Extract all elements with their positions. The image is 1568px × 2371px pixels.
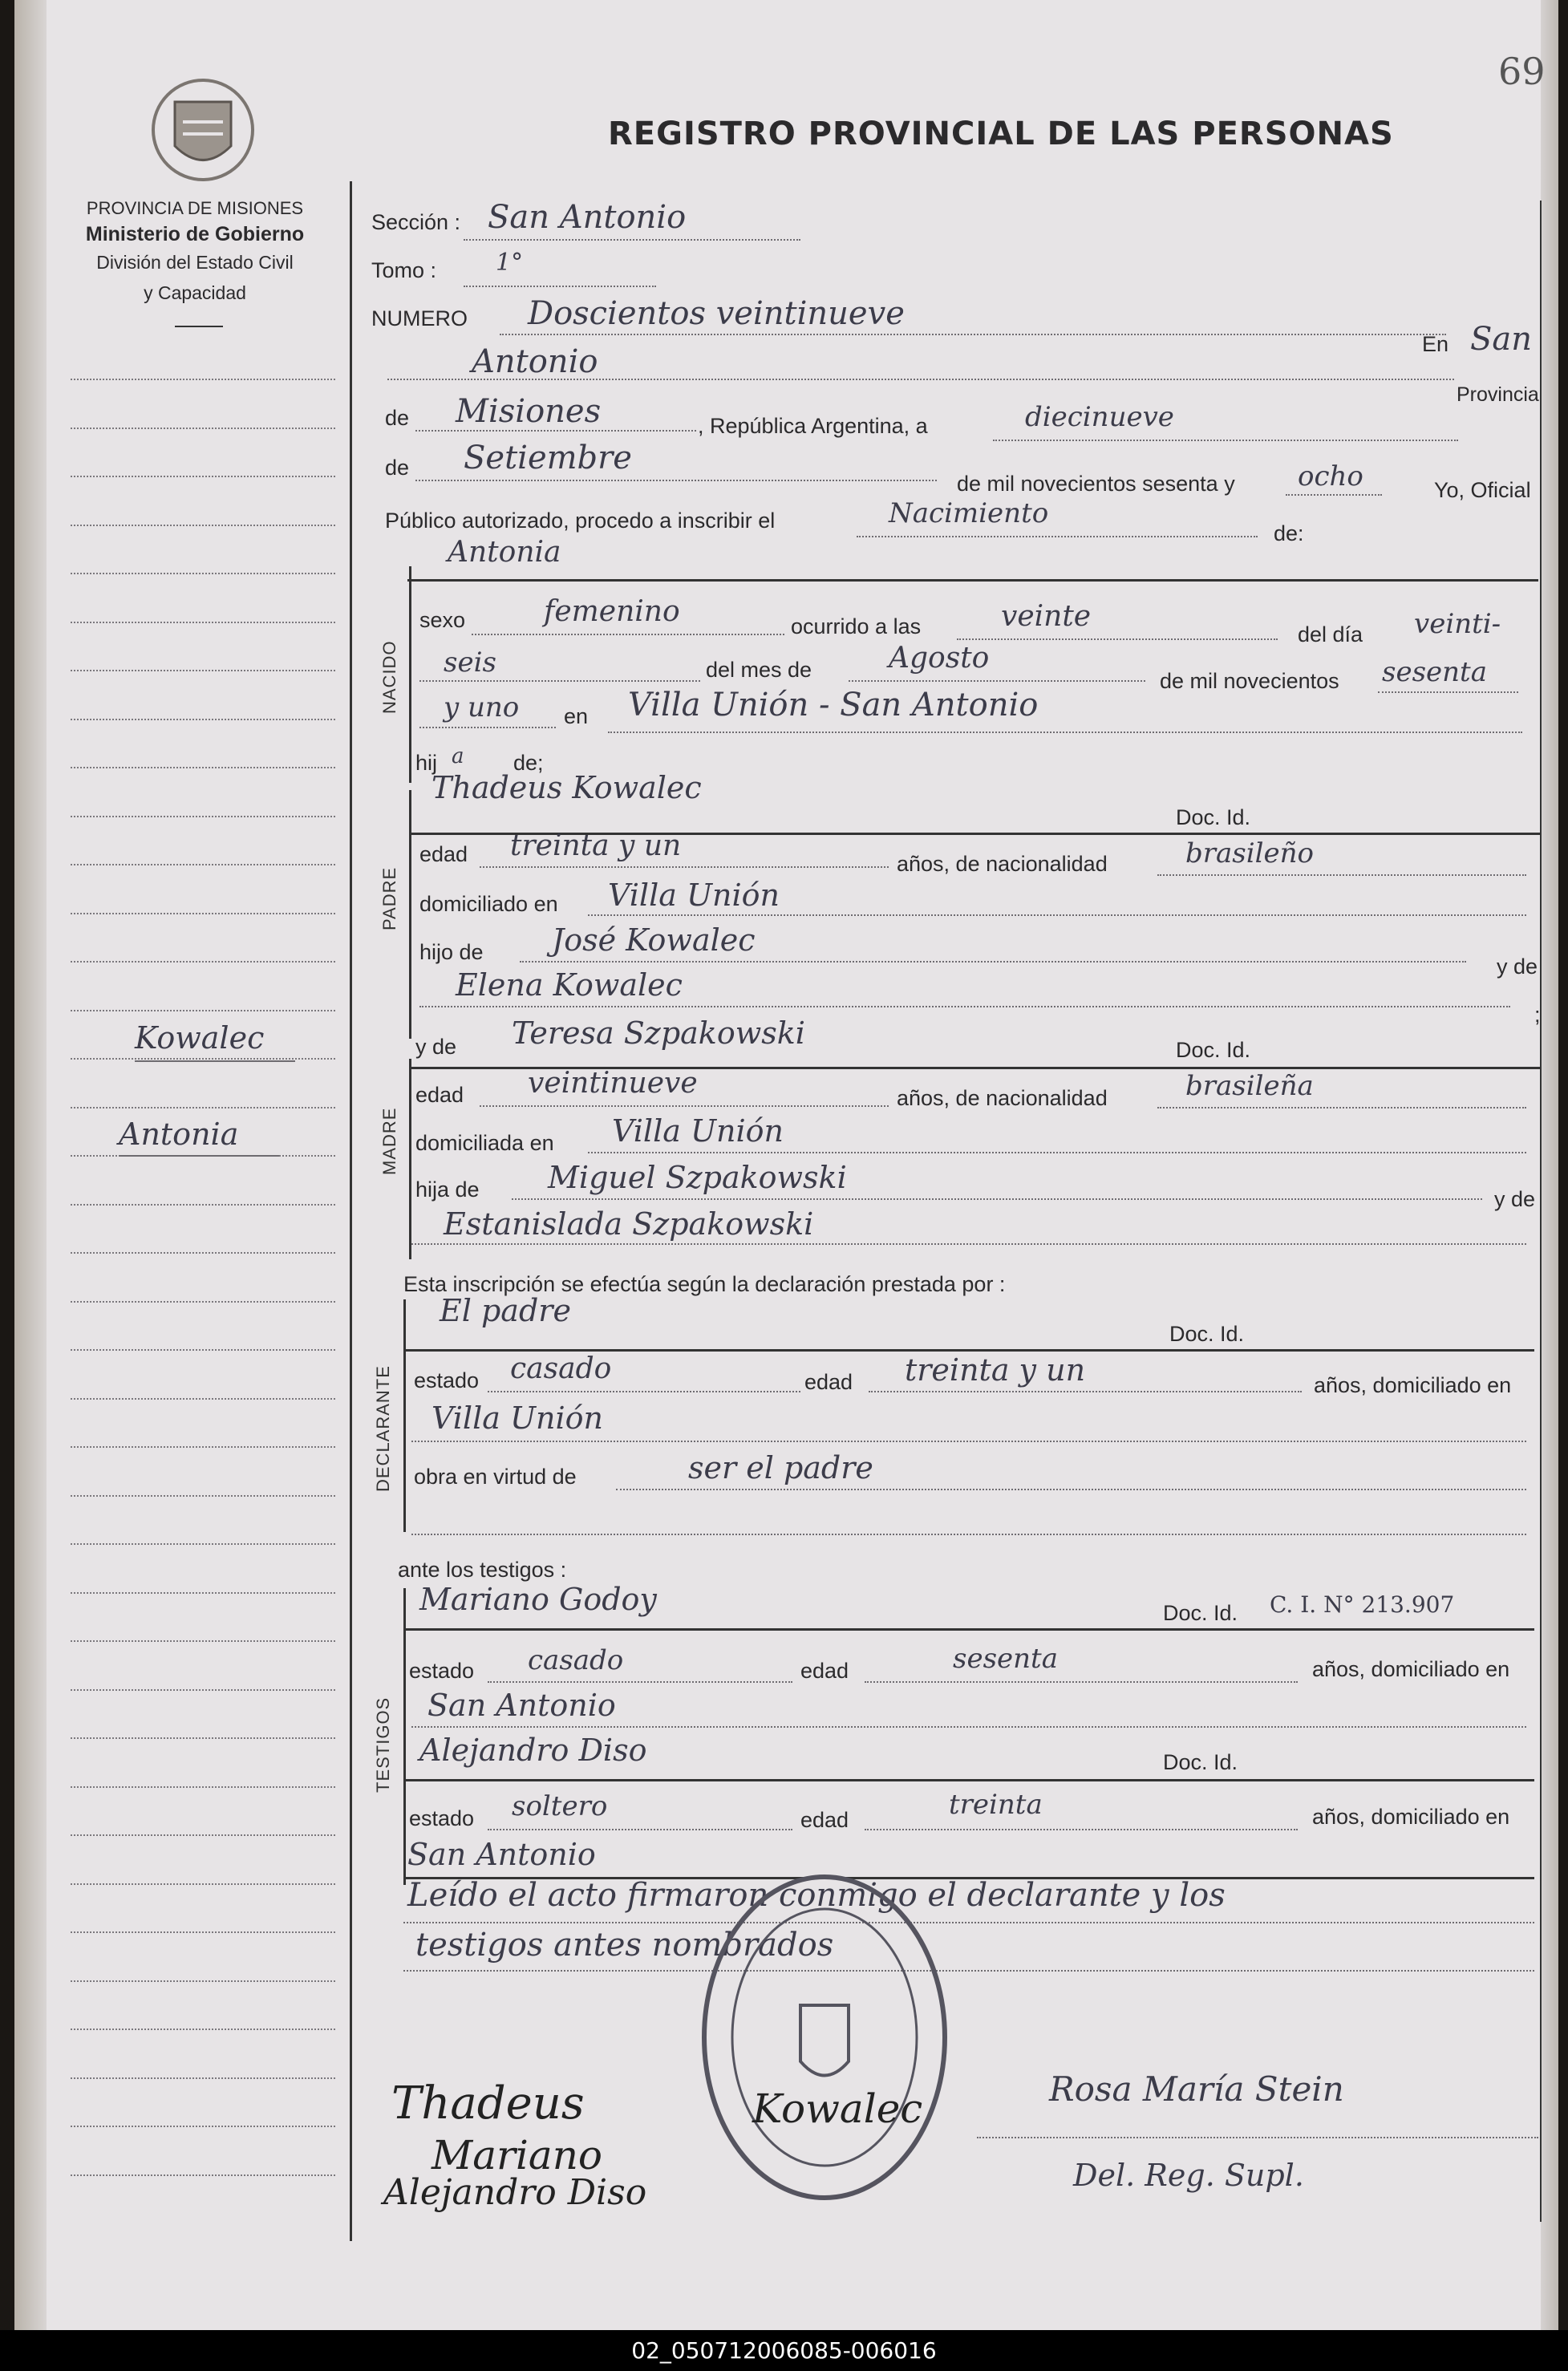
margin-given-line xyxy=(119,1155,279,1157)
republica-label: , República Argentina, a xyxy=(698,414,928,438)
madre-doc-label: Doc. Id. xyxy=(1176,1038,1251,1062)
margin-ruled-line xyxy=(71,1883,335,1885)
padre-value: Thadeus Kowalec xyxy=(432,770,702,805)
madre-hija-line-1 xyxy=(512,1198,1482,1200)
provincia-line xyxy=(415,430,696,432)
margin-ruled-line xyxy=(71,1252,335,1254)
hijo-suffix: a xyxy=(452,744,464,768)
margin-ruled-line xyxy=(71,622,335,623)
padre-nac-value: brasileño xyxy=(1185,837,1314,869)
en-value-1: San xyxy=(1470,321,1533,358)
testigos-label: TESTIGOS xyxy=(373,1696,393,1793)
lectura-line-2: testigos antes nombrados xyxy=(415,1927,834,1964)
decl-extra-line xyxy=(411,1534,1526,1535)
semicolon-label: ; xyxy=(1534,1003,1541,1027)
t2-anios-label: años, domiciliado en xyxy=(1312,1805,1510,1829)
t2-estado-value: soltero xyxy=(512,1790,608,1822)
del-dia-label: del día xyxy=(1298,622,1363,646)
seccion-line xyxy=(464,239,800,241)
anio-nac-line-2 xyxy=(419,727,556,728)
declarante-value: El padre xyxy=(440,1293,571,1328)
lugar-nac-value: Villa Unión - San Antonio xyxy=(628,687,1039,723)
margin-ruled-line xyxy=(71,525,335,526)
testigo2-doc-label: Doc. Id. xyxy=(1163,1750,1238,1774)
lectura-underline-2 xyxy=(403,1970,1534,1972)
madre-dom-value: Villa Unión xyxy=(612,1113,784,1149)
decl-dom-line xyxy=(411,1441,1526,1442)
padre-hijo-value-2: Elena Kowalec xyxy=(456,967,683,1003)
margin-ruled-line xyxy=(71,719,335,720)
mes-nac-value: Agosto xyxy=(889,642,990,675)
margin-ruled-line xyxy=(71,864,335,865)
padre-dom-value: Villa Unión xyxy=(608,877,780,913)
margin-ruled-line xyxy=(71,573,335,574)
margin-ruled-line xyxy=(71,1301,335,1303)
de-label-1: de xyxy=(385,406,410,430)
testigo1-doc-value: C. I. N° 213.907 xyxy=(1270,1591,1455,1618)
tomo-line xyxy=(464,286,656,287)
ante-testigos-label: ante los testigos : xyxy=(398,1558,567,1582)
t2-estado-label: estado xyxy=(409,1806,475,1830)
ministry-text: Ministerio de Gobierno xyxy=(85,223,305,245)
decl-edad-line xyxy=(869,1391,1302,1392)
madre-edad-label: edad xyxy=(415,1083,464,1107)
declarante-label: DECLARANTE xyxy=(373,1365,393,1492)
margin-divider xyxy=(350,181,352,2241)
division2-text: y Capacidad xyxy=(144,282,246,303)
madre-bracket xyxy=(409,1059,411,1259)
margin-ruled-line xyxy=(71,1834,335,1836)
hora-line xyxy=(957,638,1278,640)
decl-obra-line xyxy=(616,1489,1526,1490)
provincia-value: Misiones xyxy=(456,393,602,430)
padre-bracket xyxy=(409,790,411,1039)
del-mes-label: del mes de xyxy=(706,658,812,682)
anio-value: ocho xyxy=(1298,460,1363,492)
page-edge xyxy=(1541,0,1558,2330)
madre-nac-value: brasileña xyxy=(1185,1070,1314,1102)
dia-nac-value-1: veinti- xyxy=(1414,608,1501,640)
margin-ruled-line xyxy=(71,1592,335,1594)
division-text: División del Estado Civil xyxy=(96,252,294,273)
numero-value: Doscientos veintinueve xyxy=(528,295,905,332)
dia-nac-line xyxy=(419,680,700,682)
padre-hijo-line-1 xyxy=(520,961,1466,963)
signature-3: Mariano xyxy=(432,2132,603,2178)
sexo-label: sexo xyxy=(419,608,466,632)
seccion-value: San Antonio xyxy=(488,199,687,236)
margin-ruled-line xyxy=(71,1931,335,1933)
seccion-label: Sección : xyxy=(371,210,461,234)
t1-estado-line xyxy=(488,1681,792,1683)
margin-ruled-line xyxy=(71,1349,335,1351)
margin-ruled-line xyxy=(71,2174,335,2176)
t1-edad-label: edad xyxy=(800,1659,849,1683)
margin-ruled-line xyxy=(71,1640,335,1642)
header-rule xyxy=(175,326,223,327)
margin-ruled-line xyxy=(71,2126,335,2127)
margin-ruled-line xyxy=(71,2029,335,2030)
margin-ruled-line xyxy=(71,961,335,963)
margin-ruled-line xyxy=(71,1786,335,1788)
nacido-label: NACIDO xyxy=(379,640,399,714)
testigo2-value: Alejandro Diso xyxy=(419,1733,647,1768)
nombre-value: Antonia xyxy=(448,536,561,569)
padre-nac-line xyxy=(1157,874,1526,876)
signature-2: Kowalec xyxy=(752,2085,923,2132)
padre-anios-label: años, de nacionalidad xyxy=(897,852,1108,876)
dia-nac-value-2: seis xyxy=(444,646,496,679)
hora-value: veinte xyxy=(1001,600,1092,633)
tomo-value: 1° xyxy=(496,249,524,277)
madre-hija-line-2 xyxy=(411,1243,1526,1245)
dia-value: diecinueve xyxy=(1025,401,1174,433)
ocurrido-label: ocurrido a las xyxy=(791,614,922,638)
acto-value: Nacimiento xyxy=(889,497,1049,529)
signature-4: Alejandro Diso xyxy=(383,2172,647,2213)
madre-hija-value-1: Miguel Szpakowski xyxy=(548,1160,847,1195)
madre-y-de-label-2: y de xyxy=(1494,1187,1536,1211)
provincia-label: Provincia xyxy=(1457,383,1539,406)
mes-value: Setiembre xyxy=(464,440,632,476)
inscripcion-label: Esta inscripción se efectúa según la declaración prestada por : xyxy=(403,1272,1006,1296)
hijo-label: hij xyxy=(415,751,438,775)
padre-dom-line xyxy=(588,914,1526,916)
margin-ruled-line xyxy=(71,2077,335,2079)
margin-ruled-line xyxy=(71,1689,335,1691)
document-title: REGISTRO PROVINCIAL DE LAS PERSONAS xyxy=(608,116,1394,152)
anio-nac-value-1: sesenta xyxy=(1382,656,1487,688)
t1-anios-label: años, domiciliado en xyxy=(1312,1657,1510,1681)
mes-nac-line xyxy=(849,680,1145,682)
decl-edad-label: edad xyxy=(804,1370,853,1394)
official-signature: Rosa María Stein xyxy=(1049,2069,1344,2109)
registry-stamp-icon xyxy=(696,1869,953,2206)
testigo2-rule xyxy=(403,1779,1534,1781)
binding-edge xyxy=(14,0,47,2330)
anio-nac-line-1 xyxy=(1378,691,1518,693)
madre-edad-value: veintinueve xyxy=(528,1067,698,1100)
t1-dom-line xyxy=(411,1726,1526,1728)
lectura-underline-1 xyxy=(403,1922,1534,1923)
margin-surname-line xyxy=(135,1060,295,1062)
margin-ruled-line xyxy=(71,1204,335,1206)
nombre-rule xyxy=(407,579,1538,582)
de-mil-label: de mil novecientos sesenta y xyxy=(957,472,1235,496)
margin-ruled-line xyxy=(71,1737,335,1739)
declarante-doc-label: Doc. Id. xyxy=(1169,1322,1245,1346)
lugar-nac-line xyxy=(608,732,1522,733)
margin-ruled-line xyxy=(71,1543,335,1545)
province-text: PROVINCIA DE MISIONES xyxy=(86,198,304,218)
numero-label: NUMERO xyxy=(371,306,468,330)
official-title: Del. Reg. Supl. xyxy=(1073,2158,1304,2193)
t1-edad-value: sesenta xyxy=(953,1643,1058,1675)
de-label-2: de xyxy=(385,456,410,480)
padre-hijo-label: hijo de xyxy=(419,940,484,964)
padre-label: PADRE xyxy=(379,866,399,930)
en-line xyxy=(387,379,1454,380)
margin-ruled-line xyxy=(71,1446,335,1448)
decl-estado-value: casado xyxy=(510,1352,612,1385)
decl-anios-label: años, domiciliado en xyxy=(1314,1373,1512,1397)
tomo-label: Tomo : xyxy=(371,258,437,282)
padre-hijo-value-1: José Kowalec xyxy=(552,922,756,958)
margin-ruled-line xyxy=(71,670,335,671)
decl-estado-label: estado xyxy=(414,1368,480,1392)
t2-estado-line xyxy=(488,1829,792,1830)
margin-ruled-line xyxy=(71,1010,335,1011)
nacido-bracket xyxy=(409,566,411,783)
coat-of-arms-icon xyxy=(143,74,263,186)
yo-oficial-label: Yo, Oficial xyxy=(1434,478,1531,502)
margin-ruled-line xyxy=(71,379,335,380)
decl-obra-label: obra en virtud de xyxy=(414,1465,577,1489)
mes-line xyxy=(415,480,937,481)
madre-dom-line xyxy=(588,1152,1526,1153)
acto-line xyxy=(857,536,1258,537)
margin-ruled-line xyxy=(71,1398,335,1400)
testigo1-rule xyxy=(403,1628,1534,1631)
padre-y-de-label: y de xyxy=(1497,954,1538,979)
de-colon-label: de: xyxy=(1274,521,1304,545)
en-value-2: Antonio xyxy=(472,343,598,380)
numero-line xyxy=(500,334,1446,335)
t1-estado-value: casado xyxy=(528,1644,624,1676)
decl-estado-line xyxy=(488,1391,800,1392)
document-page xyxy=(14,0,1558,2330)
t2-edad-value: treinta xyxy=(949,1789,1043,1821)
declarante-bracket xyxy=(403,1299,406,1532)
signature-1: Thadeus xyxy=(391,2077,585,2130)
t1-dom-value: San Antonio xyxy=(427,1688,616,1723)
margin-ruled-line xyxy=(71,913,335,914)
margin-ruled-line xyxy=(71,816,335,817)
declarante-top-rule xyxy=(403,1349,1534,1352)
signature-line xyxy=(977,2137,1538,2138)
testigo1-doc-label: Doc. Id. xyxy=(1163,1601,1238,1625)
margin-ruled-line xyxy=(71,1107,335,1108)
padre-edad-label: edad xyxy=(419,842,468,866)
de-mil-nov-label: de mil novecientos xyxy=(1160,669,1339,693)
en-label: En xyxy=(1422,332,1449,356)
t2-edad-line xyxy=(865,1829,1298,1830)
image-id-footer: 02_050712006085-006016 xyxy=(0,2330,1568,2371)
madre-anios-label: años, de nacionalidad xyxy=(897,1086,1108,1110)
margin-ruled-line xyxy=(71,1495,335,1497)
t2-edad-label: edad xyxy=(800,1808,849,1832)
padre-dom-label: domiciliado en xyxy=(419,892,558,916)
madre-label: MADRE xyxy=(379,1107,399,1175)
madre-edad-line xyxy=(480,1105,889,1107)
anio-nac-value-2: y uno xyxy=(444,691,520,723)
sexo-value: femenino xyxy=(544,595,680,628)
frame-right xyxy=(1540,201,1542,2222)
margin-ruled-line xyxy=(71,767,335,768)
margin-ruled-line xyxy=(71,1980,335,1982)
testigos-bracket xyxy=(403,1588,406,1885)
padre-hijo-line-2 xyxy=(419,1006,1510,1007)
t1-estado-label: estado xyxy=(409,1659,475,1683)
padre-doc-label: Doc. Id. xyxy=(1176,805,1251,829)
page-number: 69 xyxy=(1498,50,1546,93)
margin-surname: Kowalec xyxy=(135,1020,265,1056)
anio-line xyxy=(1286,494,1382,496)
testigo1-value: Mariano Godoy xyxy=(419,1582,657,1617)
sexo-line xyxy=(472,634,784,635)
decl-edad-value: treinta y un xyxy=(905,1352,1086,1388)
en-lugar-label: en xyxy=(564,704,589,728)
de-semi-label: de; xyxy=(513,751,544,775)
madre-hija-value-2: Estanislada Szpakowski xyxy=(444,1206,814,1242)
decl-dom-value: Villa Unión xyxy=(432,1400,603,1436)
dia-line xyxy=(993,440,1458,441)
madre-hija-label: hija de xyxy=(415,1177,480,1202)
margin-given-name: Antonia xyxy=(119,1117,239,1152)
madre-value: Teresa Szpakowski xyxy=(512,1015,805,1051)
publico-label: Público autorizado, procedo a inscribir el xyxy=(385,509,776,533)
t1-edad-line xyxy=(865,1681,1298,1683)
margin-ruled-line xyxy=(71,476,335,477)
madre-y-de-label: y de xyxy=(415,1035,457,1059)
t2-dom-value: San Antonio xyxy=(407,1837,596,1872)
madre-nac-line xyxy=(1157,1107,1526,1108)
padre-edad-value: treinta y un xyxy=(510,829,682,862)
margin-ruled-line xyxy=(71,428,335,429)
lectura-line-1: Leído el acto firmaron conmigo el declarante y los xyxy=(407,1877,1226,1914)
decl-obra-value: ser el padre xyxy=(688,1450,873,1485)
margin-ruled-line xyxy=(71,1058,335,1060)
padre-edad-line xyxy=(480,866,889,868)
madre-dom-label: domiciliada en xyxy=(415,1131,554,1155)
